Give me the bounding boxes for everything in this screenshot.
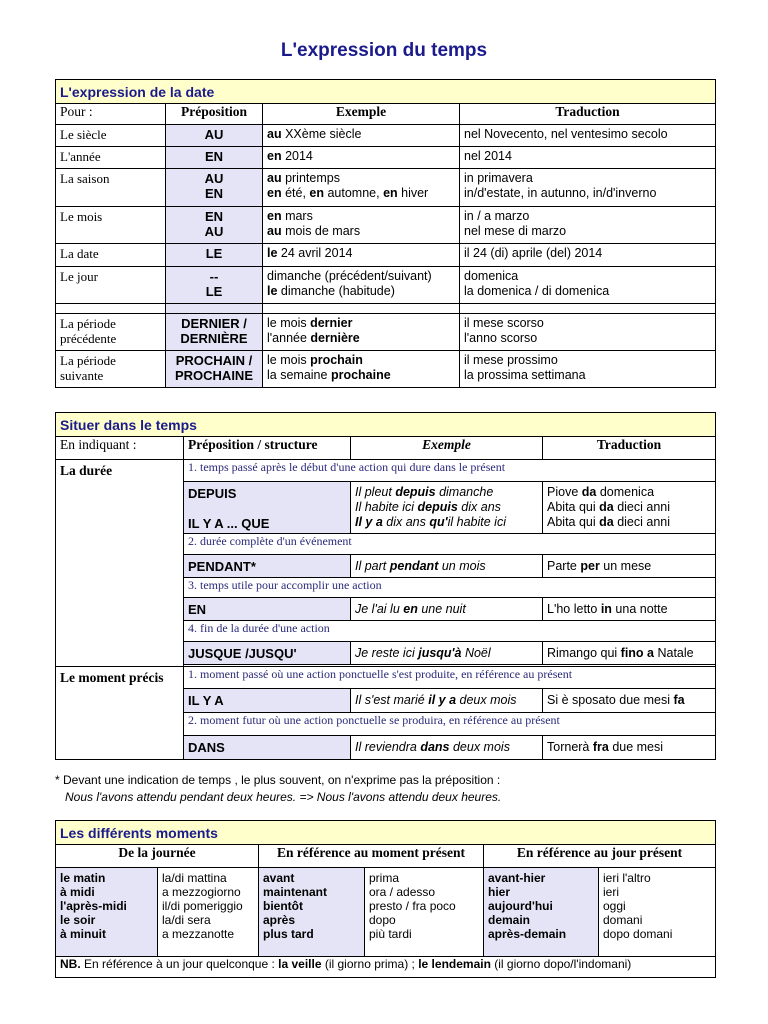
date-table (55, 79, 716, 388)
emphasis-text: depuis (417, 500, 458, 514)
cell-line: DERNIER / (181, 316, 247, 331)
emphasis-text: dans (420, 740, 450, 754)
subheading-5: 1. moment passé où une action ponctuelle s'est produite, en référence au présent (184, 667, 716, 689)
emphasis-text: Il y a (355, 515, 383, 529)
cell-line (355, 515, 538, 530)
page-title: L'expression du temps (280, 40, 488, 61)
cell-line: précédente (60, 331, 117, 346)
text-segment: le mois (267, 316, 311, 330)
row-translation (460, 169, 716, 207)
text-segment: Il s'est marié (355, 693, 429, 707)
text-segment: una notte (611, 601, 668, 616)
text-segment: une nuit (417, 601, 466, 616)
text-segment: (il giorno dopo/l'indomani) (490, 957, 632, 971)
table-row (56, 267, 716, 304)
text-segment: deux mois (456, 693, 517, 707)
header-en-indiquant: En indiquant : (56, 437, 184, 460)
translation-en (543, 598, 716, 621)
row-preposition (166, 207, 263, 244)
example-depuis (351, 482, 543, 534)
row-label (56, 304, 166, 314)
subheading-6: 2. moment futur où une action ponctuelle se produira, en référence au présent (184, 713, 716, 736)
cell-line (547, 740, 711, 755)
cell-line (267, 186, 455, 201)
cell-line: La période (60, 316, 116, 331)
cell-line (547, 602, 711, 617)
example-dans (351, 736, 543, 760)
cell-line: nel mese di marzo (464, 224, 567, 238)
cell-line (547, 559, 711, 574)
cell-line: LE (205, 246, 223, 261)
prep-line (188, 501, 346, 516)
list-item: après (263, 913, 296, 927)
cell-line: AU (204, 224, 224, 239)
prep-depuis (184, 482, 351, 534)
list-item: l'après-midi (60, 899, 127, 913)
text-segment: dimanche (habitude) (277, 284, 395, 298)
cell-line: EN (204, 149, 224, 164)
text-segment: XXème siècle (281, 127, 362, 141)
emphasis-text: prochain (310, 353, 363, 367)
cell-line: PROCHAINE (174, 368, 253, 383)
emphasis-text: da (581, 485, 597, 499)
cell-line (267, 171, 455, 186)
emphasis-text: in (600, 601, 612, 616)
subheading-1: 1. temps passé après le début d'une action qui dure dans le présent (184, 460, 716, 482)
text-segment: En référence à un jour quelconque : (80, 957, 279, 971)
text-segment: automne, (323, 186, 384, 200)
row-label (56, 125, 166, 147)
text-segment: Abita qui (547, 500, 600, 514)
moments-table (55, 820, 716, 978)
text-segment: Il part (355, 558, 390, 573)
text-segment: due mesi (608, 740, 664, 754)
cell-line: PROCHAIN / (175, 353, 253, 368)
row-preposition (166, 314, 263, 351)
table-row (56, 244, 716, 267)
cell-line: nel Novecento, nel ventesimo secolo (464, 127, 668, 141)
header-exemple: Exemple (351, 437, 543, 460)
list-item: domani (603, 913, 643, 927)
date-section-heading: L'expression de la date (56, 80, 716, 104)
prep-line: DEPUIS (188, 486, 237, 501)
prep-line: IL Y A ... QUE (188, 516, 270, 531)
list-item: ora / adesso (369, 885, 436, 899)
cell-line (547, 646, 711, 661)
text-segment: L'ho letto (547, 601, 601, 616)
cell-line (267, 209, 455, 224)
date-rows (56, 125, 716, 388)
row-preposition (166, 304, 263, 314)
example-jusque (351, 642, 543, 665)
row-example (263, 304, 460, 314)
cell-line: il 24 (di) aprile (del) 2014 (464, 246, 603, 260)
emphasis-text: fino a (620, 645, 654, 660)
emphasis-text: pendant (389, 558, 439, 573)
cell-line: Le jour (60, 269, 98, 284)
cell-line (267, 246, 455, 261)
cell-line (267, 224, 455, 239)
cell-line: Le siècle (60, 127, 107, 142)
row-translation (460, 314, 716, 351)
row-translation (460, 147, 716, 169)
cell-line: La date (60, 246, 99, 261)
emphasis-text: da (599, 500, 614, 514)
text-segment: Abita qui (547, 515, 600, 529)
situer-section-heading: Situer dans le temps (56, 413, 716, 437)
cell-line: DERNIÈRE (180, 331, 248, 346)
text-segment: dimanche (435, 485, 494, 499)
header-traduction: Traduction (460, 104, 716, 125)
cell-line: -- (209, 269, 219, 284)
cell-line: domenica (464, 269, 519, 283)
row-example (263, 147, 460, 169)
text-segment: Il habite ici (355, 500, 418, 514)
text-segment: mois de mars (281, 224, 361, 238)
emphasis-text: en (403, 601, 418, 616)
row-label (56, 314, 166, 351)
text-segment: dimanche (précédent/suivant) (267, 269, 432, 283)
emphasis-text: fa (673, 693, 685, 707)
emphasis-text: au (267, 224, 282, 238)
emphasis-text: en (309, 186, 324, 200)
emphasis-text: le (267, 246, 278, 260)
example-il-y-a (351, 689, 543, 713)
text-segment: Je l'ai lu (355, 601, 404, 616)
list-item: après-demain (488, 927, 567, 941)
row-preposition (166, 125, 263, 147)
row-label (56, 147, 166, 169)
footnote-line-2: Nous l'avons attendu pendant deux heures. => Nous l'avons attendu deux heures. (65, 790, 502, 804)
row-translation (460, 267, 716, 304)
list-item: presto / fra poco (369, 899, 456, 913)
list-item: bientôt (263, 899, 303, 913)
header-moment-present: En référence au moment présent (259, 845, 484, 868)
table-row (56, 207, 716, 244)
cell-line: AU (204, 171, 224, 186)
row-preposition (166, 267, 263, 304)
table-row (56, 147, 716, 169)
cell-line: La saison (60, 171, 110, 186)
cell-line (547, 693, 711, 708)
row-example (263, 351, 460, 388)
list-item: hier (488, 885, 511, 899)
emphasis-text: per (580, 558, 600, 573)
list-item: demain (488, 913, 531, 927)
emphasis-text: dernier (310, 316, 353, 330)
cell-line: la domenica / di domenica (464, 284, 610, 298)
emphasis-text: qu' (429, 515, 448, 529)
emphasis-text: en (267, 149, 282, 163)
table-row (56, 125, 716, 147)
cell-line (355, 693, 538, 708)
moment-fr (259, 868, 365, 957)
list-item: ieri l'altro (603, 871, 651, 885)
row-example (263, 244, 460, 267)
journee-fr (56, 868, 158, 957)
label-duree: La durée (56, 460, 184, 667)
table-row (56, 351, 716, 388)
emphasis-text: il y a (428, 693, 457, 707)
header-journee: De la journée (56, 845, 259, 868)
cell-line: il mese prossimo (464, 353, 558, 367)
text-segment: un mese (599, 558, 652, 573)
row-label (56, 244, 166, 267)
text-segment: Tornerà (547, 740, 593, 754)
cell-line: LE (205, 284, 223, 299)
text-segment: (il giorno prima) ; (321, 957, 419, 971)
jour-it (599, 868, 716, 957)
header-jour-present: En référence au jour présent (484, 845, 716, 868)
text-segment: 2014 (281, 149, 313, 163)
list-item: a mezzanotte (162, 927, 235, 941)
text-segment: Parte (547, 558, 581, 573)
text-segment: hiver (397, 186, 429, 200)
text-segment: printemps (281, 171, 340, 185)
row-translation (460, 207, 716, 244)
cell-line (355, 559, 538, 574)
cell-line (267, 127, 455, 142)
row-preposition (166, 147, 263, 169)
subheading-2: 2. durée complète d'un événement (184, 534, 716, 555)
prep-en: EN (184, 598, 351, 621)
cell-line (547, 485, 711, 500)
emphasis-text: NB. (60, 957, 81, 971)
cell-line (267, 331, 455, 346)
emphasis-text: en (267, 186, 282, 200)
prep-dans: DANS (184, 736, 351, 760)
header-preposition-structure: Préposition / structure (184, 437, 351, 460)
prep-jusque: JUSQUE /JUSQU' (184, 642, 351, 665)
emphasis-text: le (267, 284, 278, 298)
cell-line: L'année (60, 149, 101, 164)
list-item: oggi (603, 899, 626, 913)
text-segment: le mois (267, 353, 311, 367)
translation-il-y-a (543, 689, 716, 713)
text-segment: Il pleut (355, 485, 396, 499)
cell-line (355, 740, 538, 755)
text-segment: un mois (438, 558, 486, 573)
cell-line (547, 515, 711, 530)
table-row (56, 304, 716, 314)
emphasis-text: au (267, 171, 282, 185)
list-item: la/di mattina (162, 871, 227, 885)
list-item: più tardi (369, 927, 412, 941)
example-en (351, 598, 543, 621)
list-item: ieri (603, 885, 620, 899)
translation-jusque (543, 642, 716, 665)
cell-line: in/d'estate, in autunno, in/d'inverno (464, 186, 657, 200)
emphasis-text: dernière (310, 331, 360, 345)
text-segment: dieci anni (613, 500, 671, 514)
row-example (263, 169, 460, 207)
label-moment-precis: Le moment précis (56, 667, 184, 760)
row-label (56, 351, 166, 388)
emphasis-text: le lendemain (418, 957, 491, 971)
cell-line (267, 149, 455, 164)
list-item: avant-hier (488, 871, 546, 885)
emphasis-text: au (267, 127, 282, 141)
text-segment: Piove (547, 485, 582, 499)
prep-pendant: PENDANT* (184, 555, 351, 578)
cell-line (547, 500, 711, 515)
row-label (56, 169, 166, 207)
cell-line: la prossima settimana (464, 368, 586, 382)
list-item: plus tard (263, 927, 314, 941)
row-example (263, 207, 460, 244)
text-segment: Si è sposato due mesi (547, 693, 674, 707)
subheading-3: 3. temps utile pour accomplir une action (184, 578, 716, 598)
emphasis-text: da (599, 515, 614, 529)
emphasis-text: jusqu'à (418, 645, 462, 660)
row-translation (460, 304, 716, 314)
text-segment: Noël (461, 645, 491, 660)
cell-line (355, 646, 538, 661)
row-label (56, 207, 166, 244)
cell-line (267, 284, 455, 299)
cell-line: l'anno scorso (464, 331, 538, 345)
text-segment: Il reviendra (355, 740, 421, 754)
cell-line: EN (204, 186, 224, 201)
list-item: la/di sera (162, 913, 211, 927)
text-segment: il habite ici (447, 515, 506, 529)
cell-line: AU (204, 127, 224, 142)
text-segment: dieci anni (613, 515, 671, 529)
row-example (263, 125, 460, 147)
list-item: aujourd'hui (488, 899, 553, 913)
cell-line (267, 353, 455, 368)
list-item: dopo (369, 913, 396, 927)
list-item: dopo domani (603, 927, 673, 941)
cell-line: EN (204, 209, 224, 224)
cell-line (267, 316, 455, 331)
text-segment: la semaine (267, 368, 331, 382)
row-example (263, 267, 460, 304)
list-item: a mezzogiorno (162, 885, 241, 899)
header-traduction: Traduction (543, 437, 716, 460)
text-segment: deux mois (449, 740, 510, 754)
text-segment: domenica (596, 485, 655, 499)
row-preposition (166, 169, 263, 207)
emphasis-text: prochaine (330, 368, 391, 382)
list-item: à midi (60, 885, 95, 899)
emphasis-text: en (267, 209, 282, 223)
prep-il-y-a: IL Y A (184, 689, 351, 713)
list-item: prima (369, 871, 400, 885)
row-translation (460, 125, 716, 147)
list-item: maintenant (263, 885, 328, 899)
list-item: le matin (60, 871, 106, 885)
text-segment: dix ans (382, 515, 430, 529)
nb-note (56, 957, 716, 978)
cell-line: suivante (60, 368, 104, 383)
jour-fr (484, 868, 599, 957)
row-label (56, 267, 166, 304)
text-segment: l'année (267, 331, 311, 345)
cell-line: il mese scorso (464, 316, 544, 330)
list-item: avant (263, 871, 295, 885)
header-pour: Pour : (56, 104, 166, 125)
text-segment: Natale (654, 645, 694, 660)
row-example (263, 314, 460, 351)
footnote (55, 772, 501, 806)
journee-it (158, 868, 259, 957)
situer-table (55, 412, 716, 760)
translation-depuis (543, 482, 716, 534)
cell-line (267, 368, 455, 383)
cell-line: La période (60, 353, 116, 368)
row-preposition (166, 351, 263, 388)
cell-line (267, 269, 455, 284)
text-segment: été, (281, 186, 310, 200)
emphasis-text: depuis (395, 485, 436, 499)
cell-line (355, 602, 538, 617)
list-item: à minuit (60, 927, 107, 941)
text-segment: Rimango qui (547, 645, 621, 660)
row-translation (460, 244, 716, 267)
translation-pendant (543, 555, 716, 578)
text-segment: 24 avril 2014 (277, 246, 353, 260)
emphasis-text: la veille (278, 957, 322, 971)
header-exemple: Exemple (263, 104, 460, 125)
table-row (56, 169, 716, 207)
table-row (56, 314, 716, 351)
subheading-4: 4. fin de la durée d'une action (184, 621, 716, 642)
emphasis-text: en (383, 186, 398, 200)
list-item: il/di pomeriggio (162, 899, 243, 913)
translation-dans (543, 736, 716, 760)
text-segment: mars (281, 209, 313, 223)
footnote-line-1: * Devant une indication de temps , le plus souvent, on n'exprime pas la préposition : (55, 773, 501, 787)
cell-line: Le mois (60, 209, 103, 224)
emphasis-text: fra (592, 740, 609, 754)
moments-section-heading: Les différents moments (56, 821, 716, 845)
list-item: le soir (60, 913, 96, 927)
cell-line: nel 2014 (464, 149, 512, 163)
text-segment: Je reste ici (355, 645, 419, 660)
cell-line (355, 485, 538, 500)
cell-line (355, 500, 538, 515)
example-pendant (351, 555, 543, 578)
text-segment: dix ans (457, 500, 501, 514)
row-preposition (166, 244, 263, 267)
cell-line: in / a marzo (464, 209, 530, 223)
cell-line: in primavera (464, 171, 533, 185)
row-translation (460, 351, 716, 388)
header-preposition: Préposition (166, 104, 263, 125)
moment-it (365, 868, 484, 957)
